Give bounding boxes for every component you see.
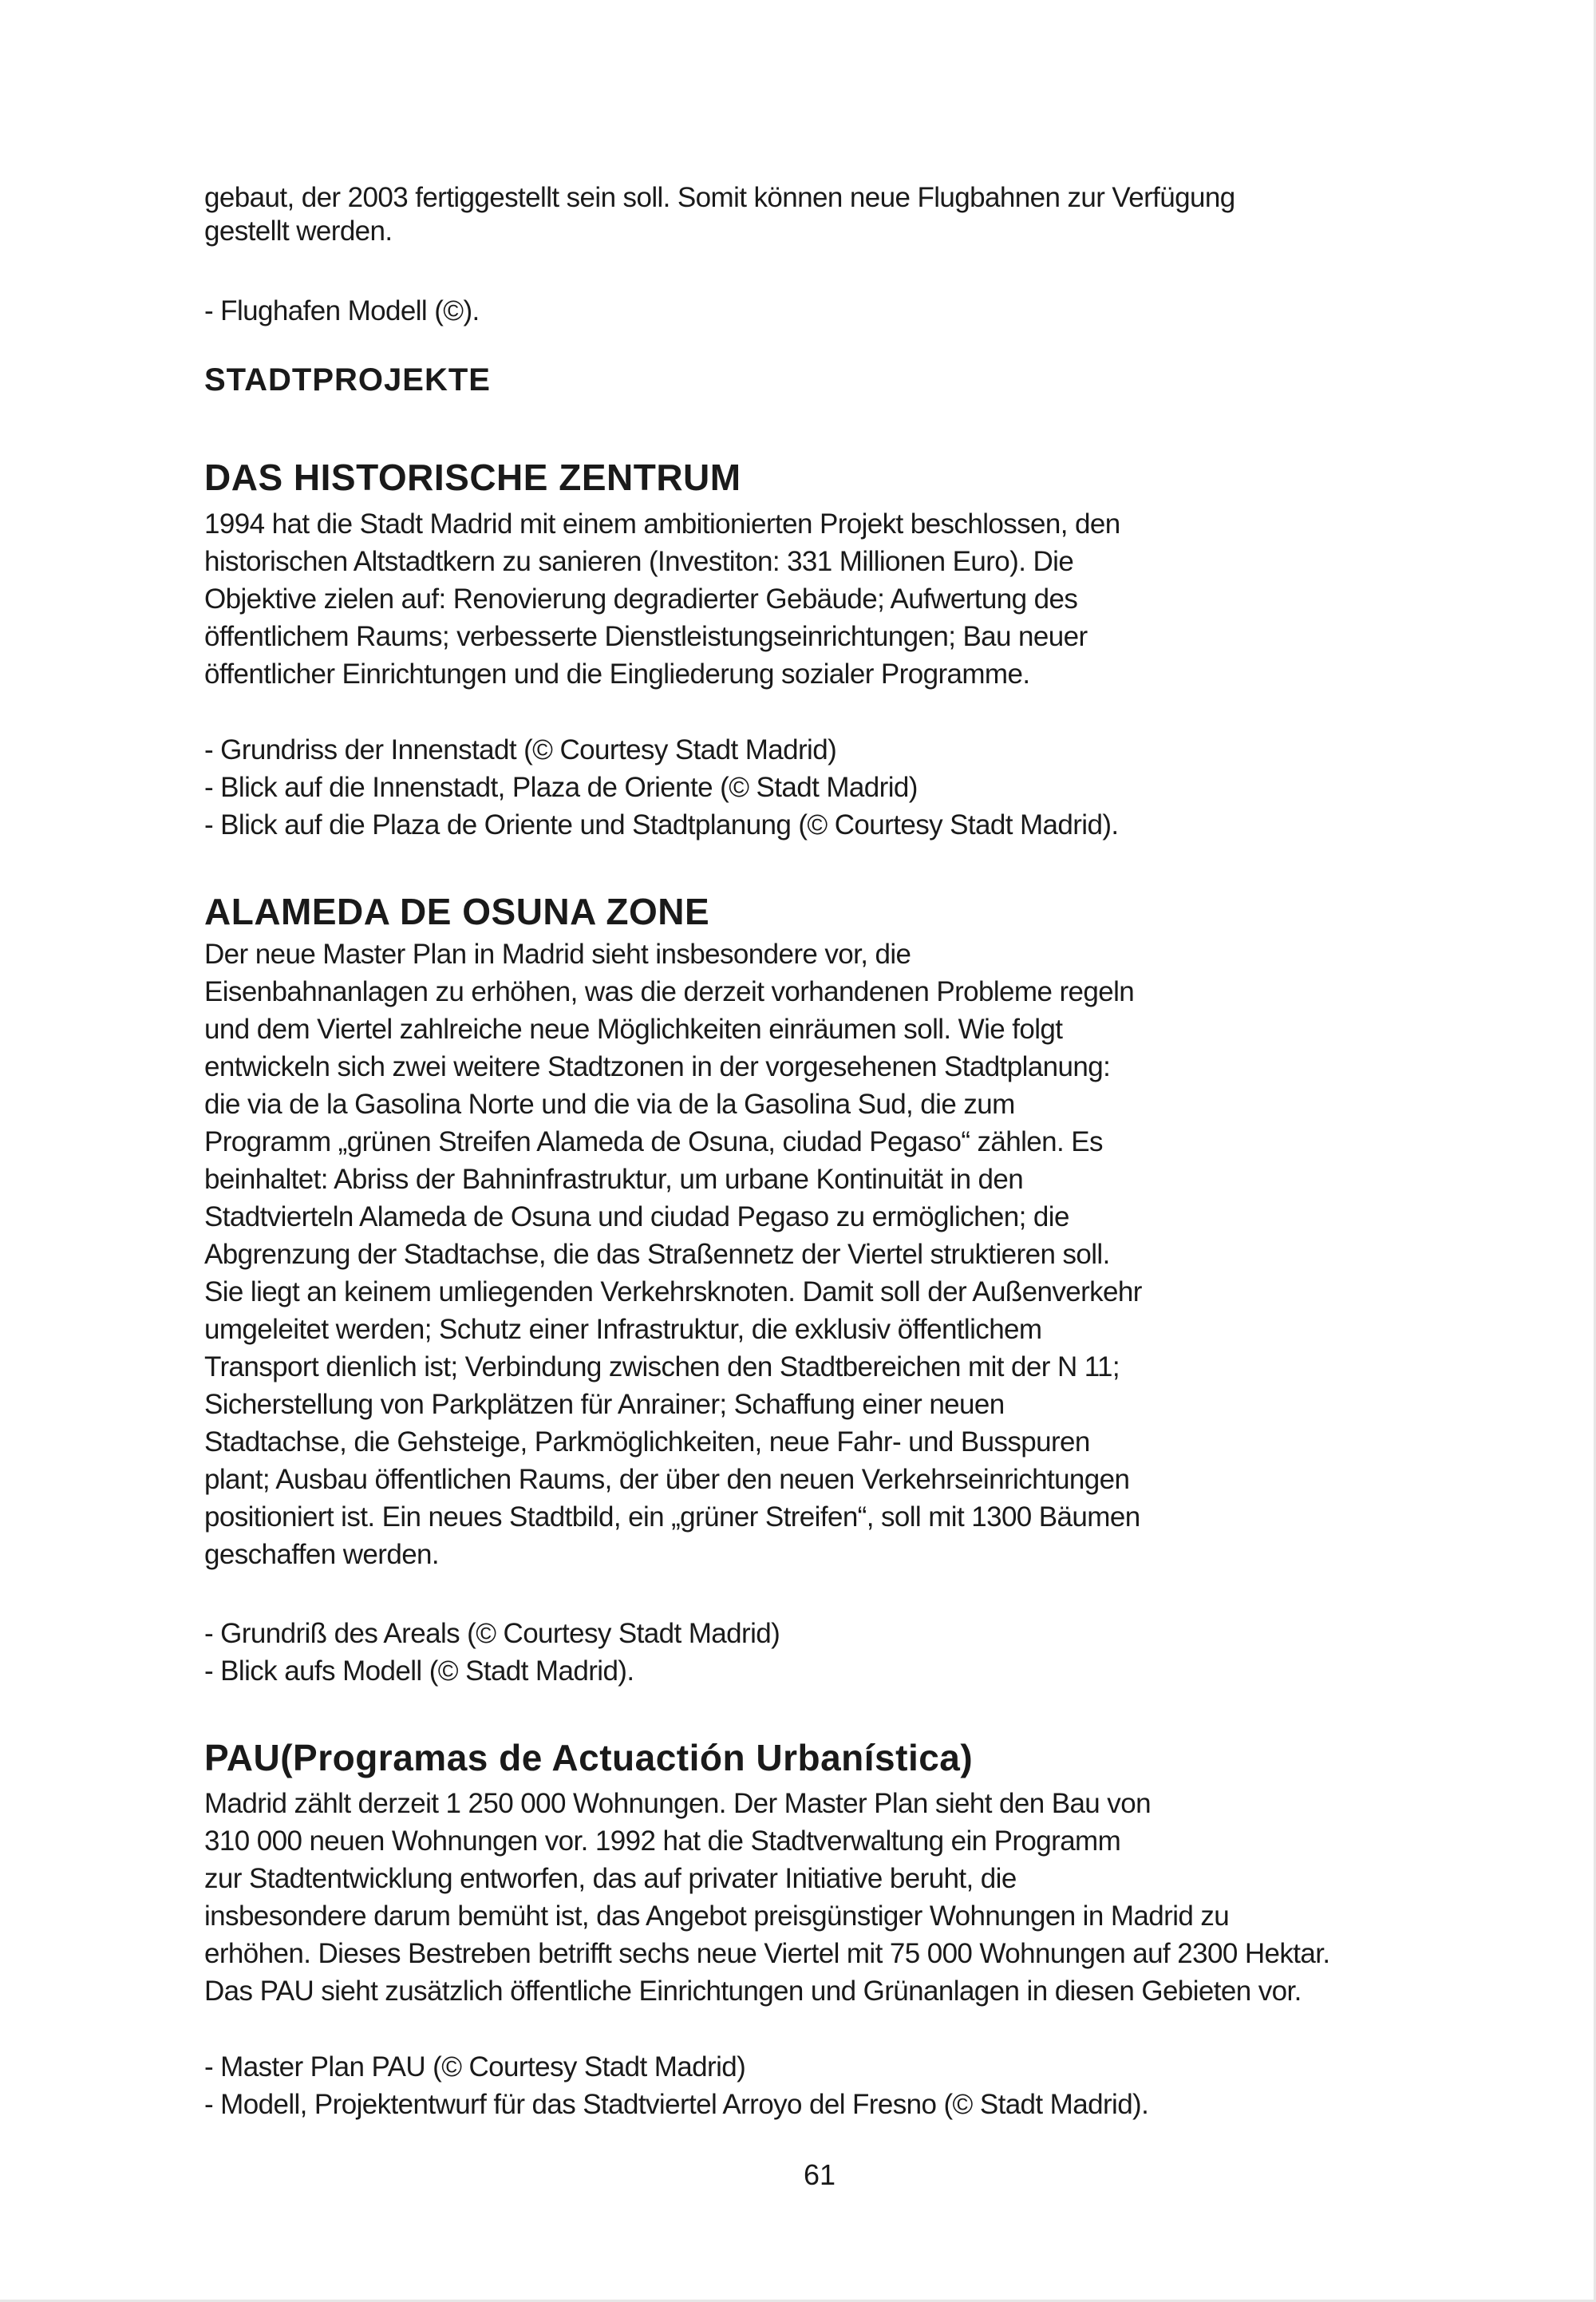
- text-line: Transport dienlich ist; Verbindung zwischen den Stadtbereichen mit der N 11;: [204, 1351, 1120, 1382]
- text-line: Stadtachse, die Gehsteige, Parkmöglichkeiten, neue Fahr- und Busspuren: [204, 1426, 1090, 1458]
- text-line: historischen Altstadtkern zu sanieren (Investiton: 331 Millionen Euro). Die: [204, 546, 1074, 577]
- alameda-paragraph: [204, 935, 1481, 1573]
- text-line: Stadtvierteln Alameda de Osuna und ciudad Pegaso zu ermöglichen; die: [204, 1201, 1069, 1232]
- text-line: Objektive zielen auf: Renovierung degradierter Gebäude; Aufwertung des: [204, 583, 1078, 615]
- text-line: erhöhen. Dieses Bestreben betrifft sechs neue Viertel mit 75 000 Wohnungen auf 2300 Hektar.: [204, 1938, 1330, 1969]
- text-line: die via de la Gasolina Norte und die via de la Gasolina Sud, die zum: [204, 1089, 1015, 1120]
- historisch-paragraph: [204, 505, 1481, 693]
- caption: - Grundriß des Areals (© Courtesy Stadt Madrid): [204, 1618, 780, 1649]
- text-line: positioniert ist. Ein neues Stadtbild, ein „grüner Streifen“, soll mit 1300 Bäumen: [204, 1501, 1140, 1533]
- text-line: 1994 hat die Stadt Madrid mit einem ambitionierten Projekt beschlossen, den: [204, 508, 1120, 540]
- text-line: Eisenbahnanlagen zu erhöhen, was die derzeit vorhandenen Probleme regeln: [204, 976, 1135, 1007]
- text-line: entwickeln sich zwei weitere Stadtzonen in der vorgesehenen Stadtplanung:: [204, 1051, 1111, 1082]
- text-line: und dem Viertel zahlreiche neue Möglichkeiten einräumen soll. Wie folgt: [204, 1014, 1063, 1045]
- text-line: plant; Ausbau öffentlichen Raums, der über den neuen Verkehrseinrichtungen: [204, 1464, 1130, 1495]
- text-line: zur Stadtentwicklung entworfen, das auf privater Initiative beruht, die: [204, 1863, 1017, 1894]
- text-line: umgeleitet werden; Schutz einer Infrastruktur, die exklusiv öffentlichem: [204, 1314, 1042, 1345]
- text-line: Sie liegt an keinem umliegenden Verkehrsknoten. Damit soll der Außenverkehr: [204, 1276, 1142, 1307]
- caption: - Blick aufs Modell (© Stadt Madrid).: [204, 1655, 634, 1687]
- text-line: gebaut, der 2003 fertiggestellt sein soll. Somit können neue Flugbahnen zur Verfügung: [204, 182, 1235, 213]
- text-line: Sicherstellung von Parkplätzen für Anrainer; Schaffung einer neuen: [204, 1389, 1005, 1420]
- text-line: Madrid zählt derzeit 1 250 000 Wohnungen. Der Master Plan sieht den Bau von: [204, 1788, 1151, 1819]
- intro-paragraph: [204, 179, 1481, 250]
- caption: - Modell, Projektentwurf für das Stadtviertel Arroyo del Fresno (© Stadt Madrid).: [204, 2089, 1149, 2120]
- page-number: 61: [803, 2158, 836, 2191]
- text-line: gestellt werden.: [204, 216, 393, 247]
- historisch-captions: [204, 731, 1481, 844]
- text-line: öffentlichem Raums; verbesserte Dienstleistungseinrichtungen; Bau neuer: [204, 621, 1088, 652]
- caption: - Grundriss der Innenstadt (© Courtesy Stadt Madrid): [204, 734, 837, 765]
- text-line: Abgrenzung der Stadtachse, die das Straßennetz der Viertel struktieren soll.: [204, 1239, 1110, 1270]
- text-line: insbesondere darum bemüht ist, das Angebot preisgünstiger Wohnungen in Madrid zu: [204, 1901, 1230, 1932]
- text-line: Das PAU sieht zusätzlich öffentliche Einrichtungen und Grünanlagen in diesen Gebieten vor.: [204, 1976, 1302, 2007]
- text-line: Programm „grünen Streifen Alameda de Osuna, ciudad Pegaso“ zählen. Es: [204, 1126, 1103, 1157]
- heading-historisch: DAS HISTORISCHE ZENTRUM: [204, 457, 741, 498]
- pau-paragraph: [204, 1785, 1481, 2010]
- text-line: öffentlicher Einrichtungen und die Eingliederung sozialer Programme.: [204, 659, 1030, 690]
- pau-captions: [204, 2048, 1481, 2123]
- caption: - Blick auf die Innenstadt, Plaza de Oriente (© Stadt Madrid): [204, 772, 918, 803]
- caption: - Blick auf die Plaza de Oriente und Stadtplanung (© Courtesy Stadt Madrid).: [204, 809, 1119, 841]
- alameda-captions: [204, 1615, 1481, 1690]
- text-line: 310 000 neuen Wohnungen vor. 1992 hat die Stadtverwaltung ein Programm: [204, 1825, 1121, 1857]
- text-line: beinhaltet: Abriss der Bahninfrastruktur, um urbane Kontinuität in den: [204, 1164, 1024, 1195]
- heading-pau: PAU(Programas de Actuactión Urbanística): [204, 1737, 974, 1778]
- section-title: STADTPROJEKTE: [204, 362, 491, 398]
- caption: - Master Plan PAU (© Courtesy Stadt Madrid): [204, 2051, 746, 2082]
- caption: - Flughafen Modell (©).: [204, 295, 480, 326]
- heading-alameda: ALAMEDA DE OSUNA ZONE: [204, 891, 710, 932]
- text-line: geschaffen werden.: [204, 1539, 440, 1570]
- text-line: Der neue Master Plan in Madrid sieht insbesondere vor, die: [204, 939, 911, 970]
